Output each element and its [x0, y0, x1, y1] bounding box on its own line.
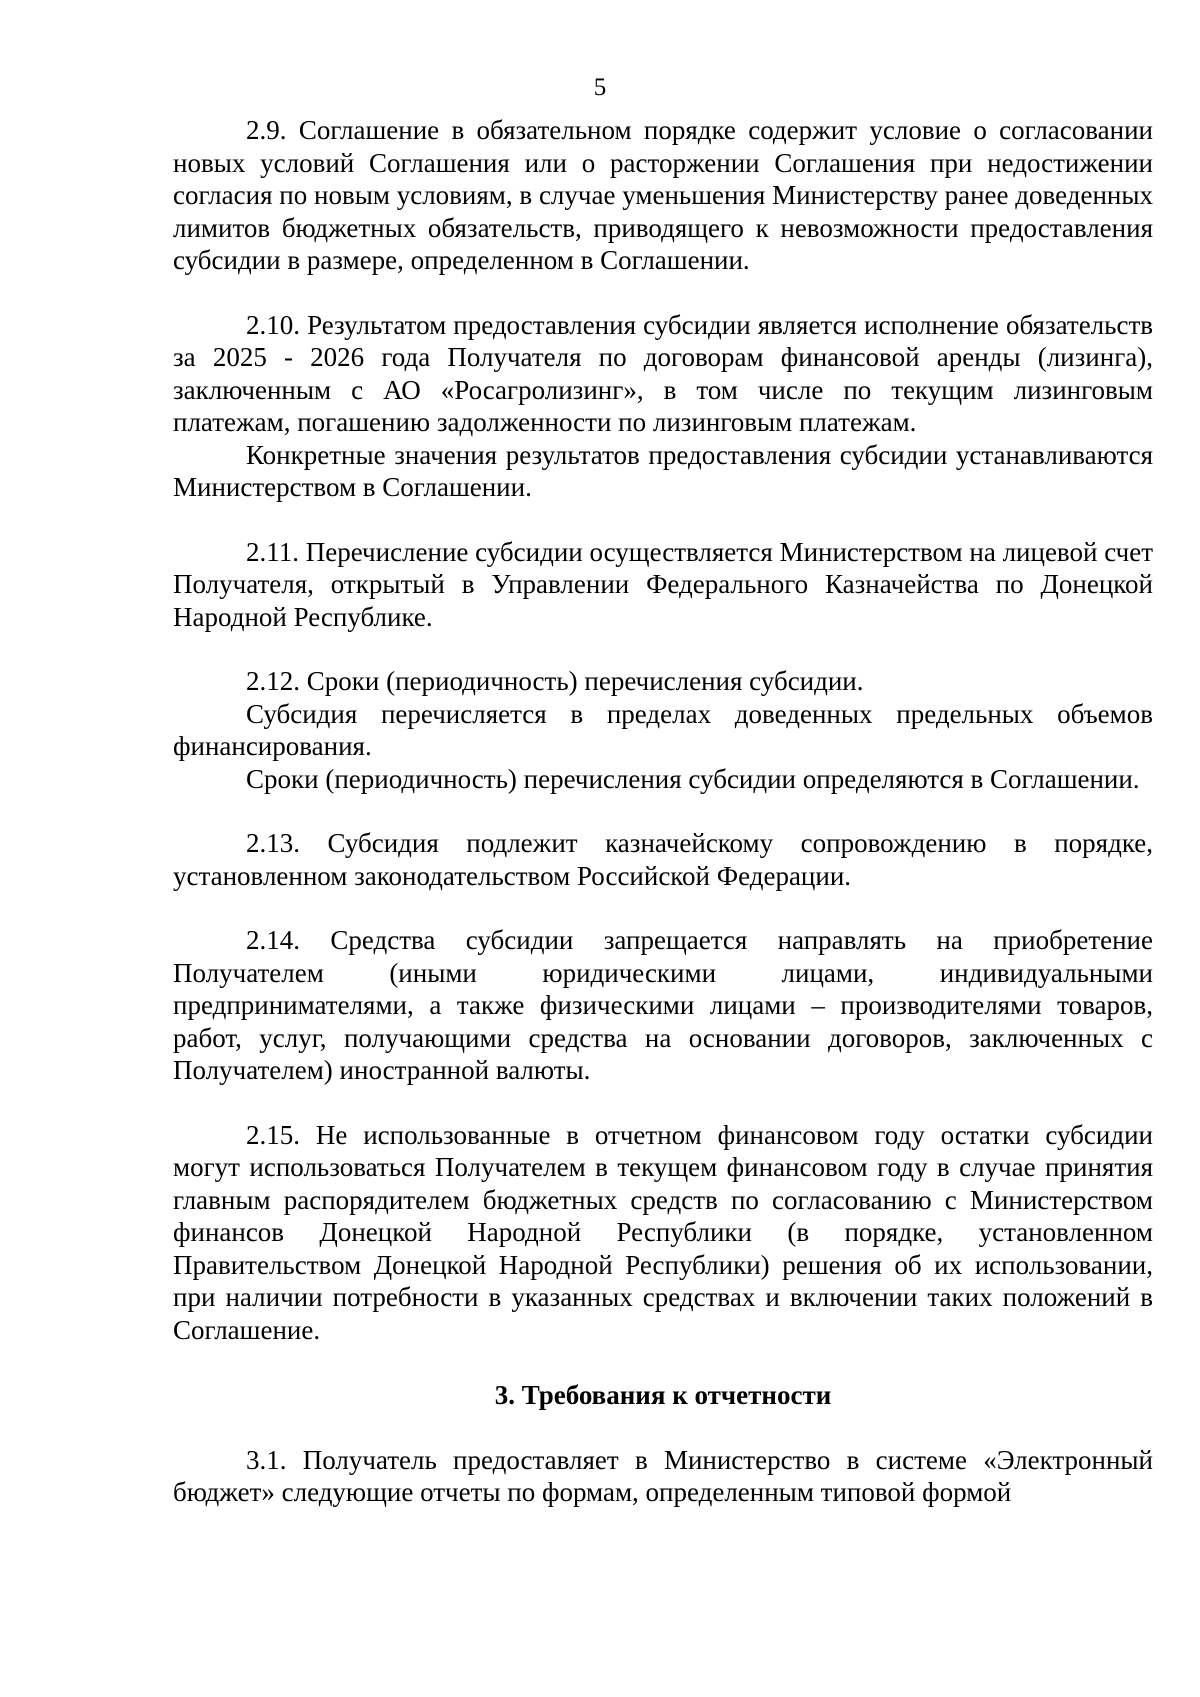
paragraph-2-10: 2.10. Результатом предоставления субсидии является исполнение обязательств за 2025 - 2026 года Получателя по договорам финансовой аренды (лизинга), заключенным с АО «Росагролизинг», в том числе по текущим лизинговым платежам, погашению задолженности по лизинговым платежам.: [173, 309, 1153, 437]
paragraph-3-1: 3.1. Получатель предоставляет в Министерство в системе «Электронный бюджет» следующие отчеты по формам, определенным типовой формой: [173, 1444, 1153, 1507]
paragraph-2-10-results: Конкретные значения результатов предоставления субсидии устанавливаются Министерством в Соглашении.: [173, 439, 1153, 502]
paragraph-2-9: 2.9. Соглашение в обязательном порядке содержит условие о согласовании новых условий Соглашения или о расторжении Соглашения при недостижении согласия по новым условиям, в случае уменьшения Министерству ранее доведенных лимитов бюджетных обязательств, приводящего к невозможности предоставления субсидии в размере, определенном в Соглашении.: [173, 115, 1153, 275]
paragraph-2-11: 2.11. Перечисление субсидии осуществляется Министерством на лицевой счет Получателя, открытый в Управлении Федерального Казначейства по Донецкой Народной Республике.: [173, 536, 1153, 632]
page-number: 5: [593, 74, 607, 101]
paragraph-2-14: 2.14. Средства субсидии запрещается направлять на приобретение Получателем (иными юридическими лицами, индивидуальными предпринимателями, а также физическими лицами – производителями товаров, работ, услуг, получающими средства на основании договоров, заключенных с Получателем) иностранной валюты.: [173, 925, 1153, 1085]
section-3-heading: 3. Требования к отчетности: [494, 1380, 832, 1410]
paragraph-2-12: 2.12. Сроки (периодичность) перечисления субсидии.: [246, 666, 864, 696]
paragraph-2-12-transfer: Субсидия перечисляется в пределах доведенных предельных объемов финансирования.: [173, 698, 1153, 761]
paragraph-2-15: 2.15. Не использованные в отчетном финансовом году остатки субсидии могут использоваться Получателем в текущем финансовом году в случае принятия главным распорядителем бюджетных средств по согласованию с Министерством финансов Донецкой Народной Республики (в порядке, установленном Правительством Донецкой Народной Республики) решения об их использовании, при наличии потребности в указанных средствах и включении таких положений в Соглашение.: [173, 1119, 1153, 1345]
paragraph-2-12-terms: Сроки (периодичность) перечисления субсидии определяются в Соглашении.: [246, 763, 1140, 794]
paragraph-2-13: 2.13. Субсидия подлежит казначейскому сопровождению в порядке, установленном законодательством Российской Федерации.: [173, 828, 1153, 891]
document-body: [173, 114, 1153, 1509]
